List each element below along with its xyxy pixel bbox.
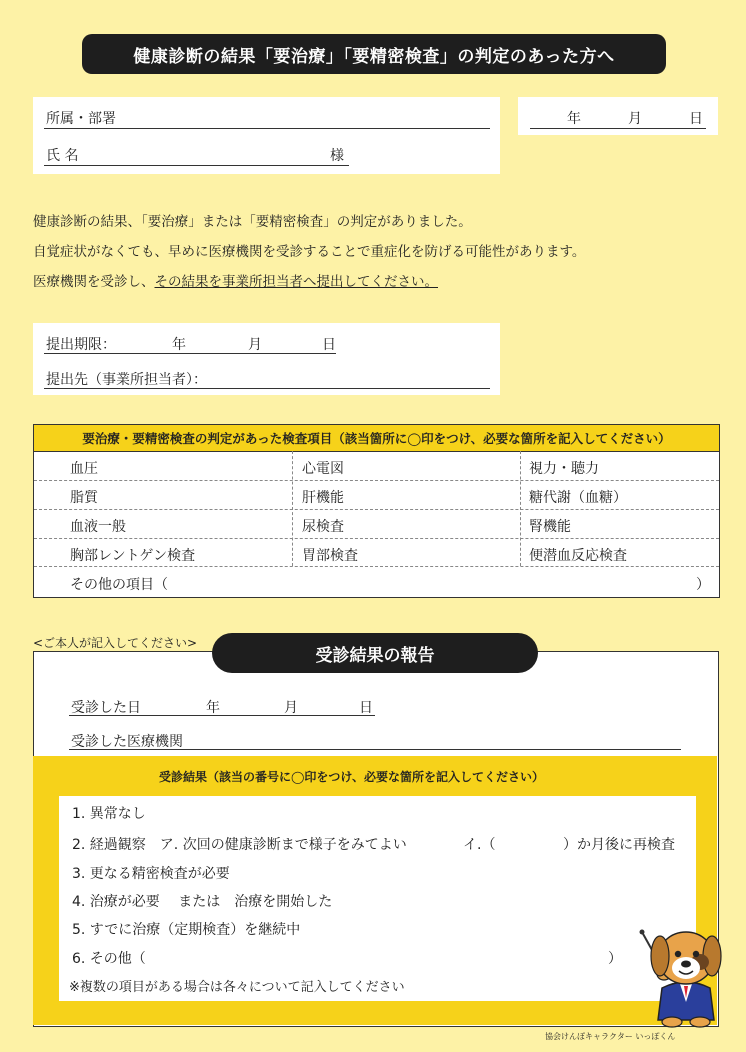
institution-field[interactable] [69,748,681,750]
deadline-day-label: 日 [322,337,336,353]
exam-item[interactable]: 血圧 [70,461,98,477]
result-option-2-i-suffix: ）か月後に再検査 [563,837,675,853]
exam-item-other-close: ） [696,577,710,593]
grid-divider [34,480,719,481]
exam-item[interactable]: 糖代謝（血糖） [529,490,627,506]
grid-divider [34,538,719,539]
deadline-month-label: 月 [248,337,262,353]
result-option-3[interactable]: 3. 更なる精密検査が必要 [72,866,230,882]
result-option-4[interactable]: 4. 治療が必要 または 治療を開始した [72,894,333,910]
name-suffix: 様 [330,148,344,164]
visit-date-field[interactable] [69,714,375,716]
exam-item[interactable]: 血液一般 [70,519,126,535]
destination-field[interactable] [44,387,490,389]
visit-day-label: 日 [359,700,373,716]
intro-line-3-underlined: その結果を事業所担当者へ提出してください。 [154,274,438,290]
page-title: 健康診断の結果「要治療」「要精密検査」の判定のあった方へ [82,34,666,74]
name-label: 氏 名 [46,148,79,164]
name-field[interactable] [44,164,349,166]
institution-label: 受診した医療機関 [71,734,183,750]
result-option-6[interactable]: 6. その他（ [72,951,146,967]
exam-item[interactable]: 胸部レントゲン検査 [70,548,196,564]
affiliation-field[interactable] [44,127,490,129]
exam-item[interactable]: 便潜血反応検査 [529,548,627,564]
results-header: 受診結果（該当の番号に◯印をつけ、必要な箇所を記入してください） [159,770,544,784]
result-option-2[interactable]: 2. 経過観察 ア. 次回の健康診断まで様子をみてよい [72,837,407,853]
result-option-1[interactable]: 1. 異常なし [72,806,146,822]
visit-year-label: 年 [206,700,220,716]
exam-item[interactable]: 尿検査 [302,519,344,535]
intro-line-3 [33,270,438,290]
results-footnote: ※複数の項目がある場合は各々について記入してください [69,980,405,995]
visit-month-label: 月 [284,700,298,716]
deadline-label: 提出期限： [46,337,116,353]
grid-divider [34,566,719,567]
date-month-label: 月 [628,111,642,127]
intro-line-3-plain: 医療機関を受診し、 [33,274,155,290]
result-option-2-i[interactable]: イ.（ [463,837,496,853]
result-option-5[interactable]: 5. すでに治療（定期検査）を継続中 [72,922,301,938]
report-title: 受診結果の報告 [212,633,538,673]
exam-items-header: 要治療・要精密検査の判定があった検査項目（該当箇所に◯印をつけ、必要な箇所を記入してください） [34,425,719,452]
deadline-field[interactable] [44,352,336,354]
exam-item[interactable]: 視力・聴力 [529,461,599,477]
date-box [518,97,718,135]
exam-item[interactable]: 胃部検査 [302,548,358,564]
exam-item-other[interactable]: その他の項目（ [70,577,168,593]
date-year-label: 年 [567,111,581,127]
date-field[interactable] [530,127,706,129]
result-option-6-close: ） [608,951,622,967]
exam-item[interactable]: 心電図 [302,461,344,477]
destination-label: 提出先（事業所担当者）： [46,372,207,388]
affiliation-label: 所属・部署 [46,111,116,127]
report-note: <ご本人が記入してください> [33,636,198,650]
intro-line-1: 健康診断の結果、「要治療」または「要精密検査」の判定がありました。 [33,214,472,230]
intro-line-2: 自覚症状がなくても、早めに医療機関を受診することで重症化を防げる可能性があります。 [33,244,586,260]
date-day-label: 日 [689,111,703,127]
exam-item[interactable]: 脂質 [70,490,98,506]
mascot-caption: 協会けんぽキャラクター いっぽくん [545,1032,676,1041]
deadline-year-label: 年 [172,337,186,353]
mascot-dog-illustration [632,916,740,1028]
exam-item[interactable]: 腎機能 [529,519,571,535]
exam-item[interactable]: 肝機能 [302,490,344,506]
exam-items-grid [33,424,720,598]
grid-divider [34,509,719,510]
visit-date-label: 受診した日 [71,700,141,716]
